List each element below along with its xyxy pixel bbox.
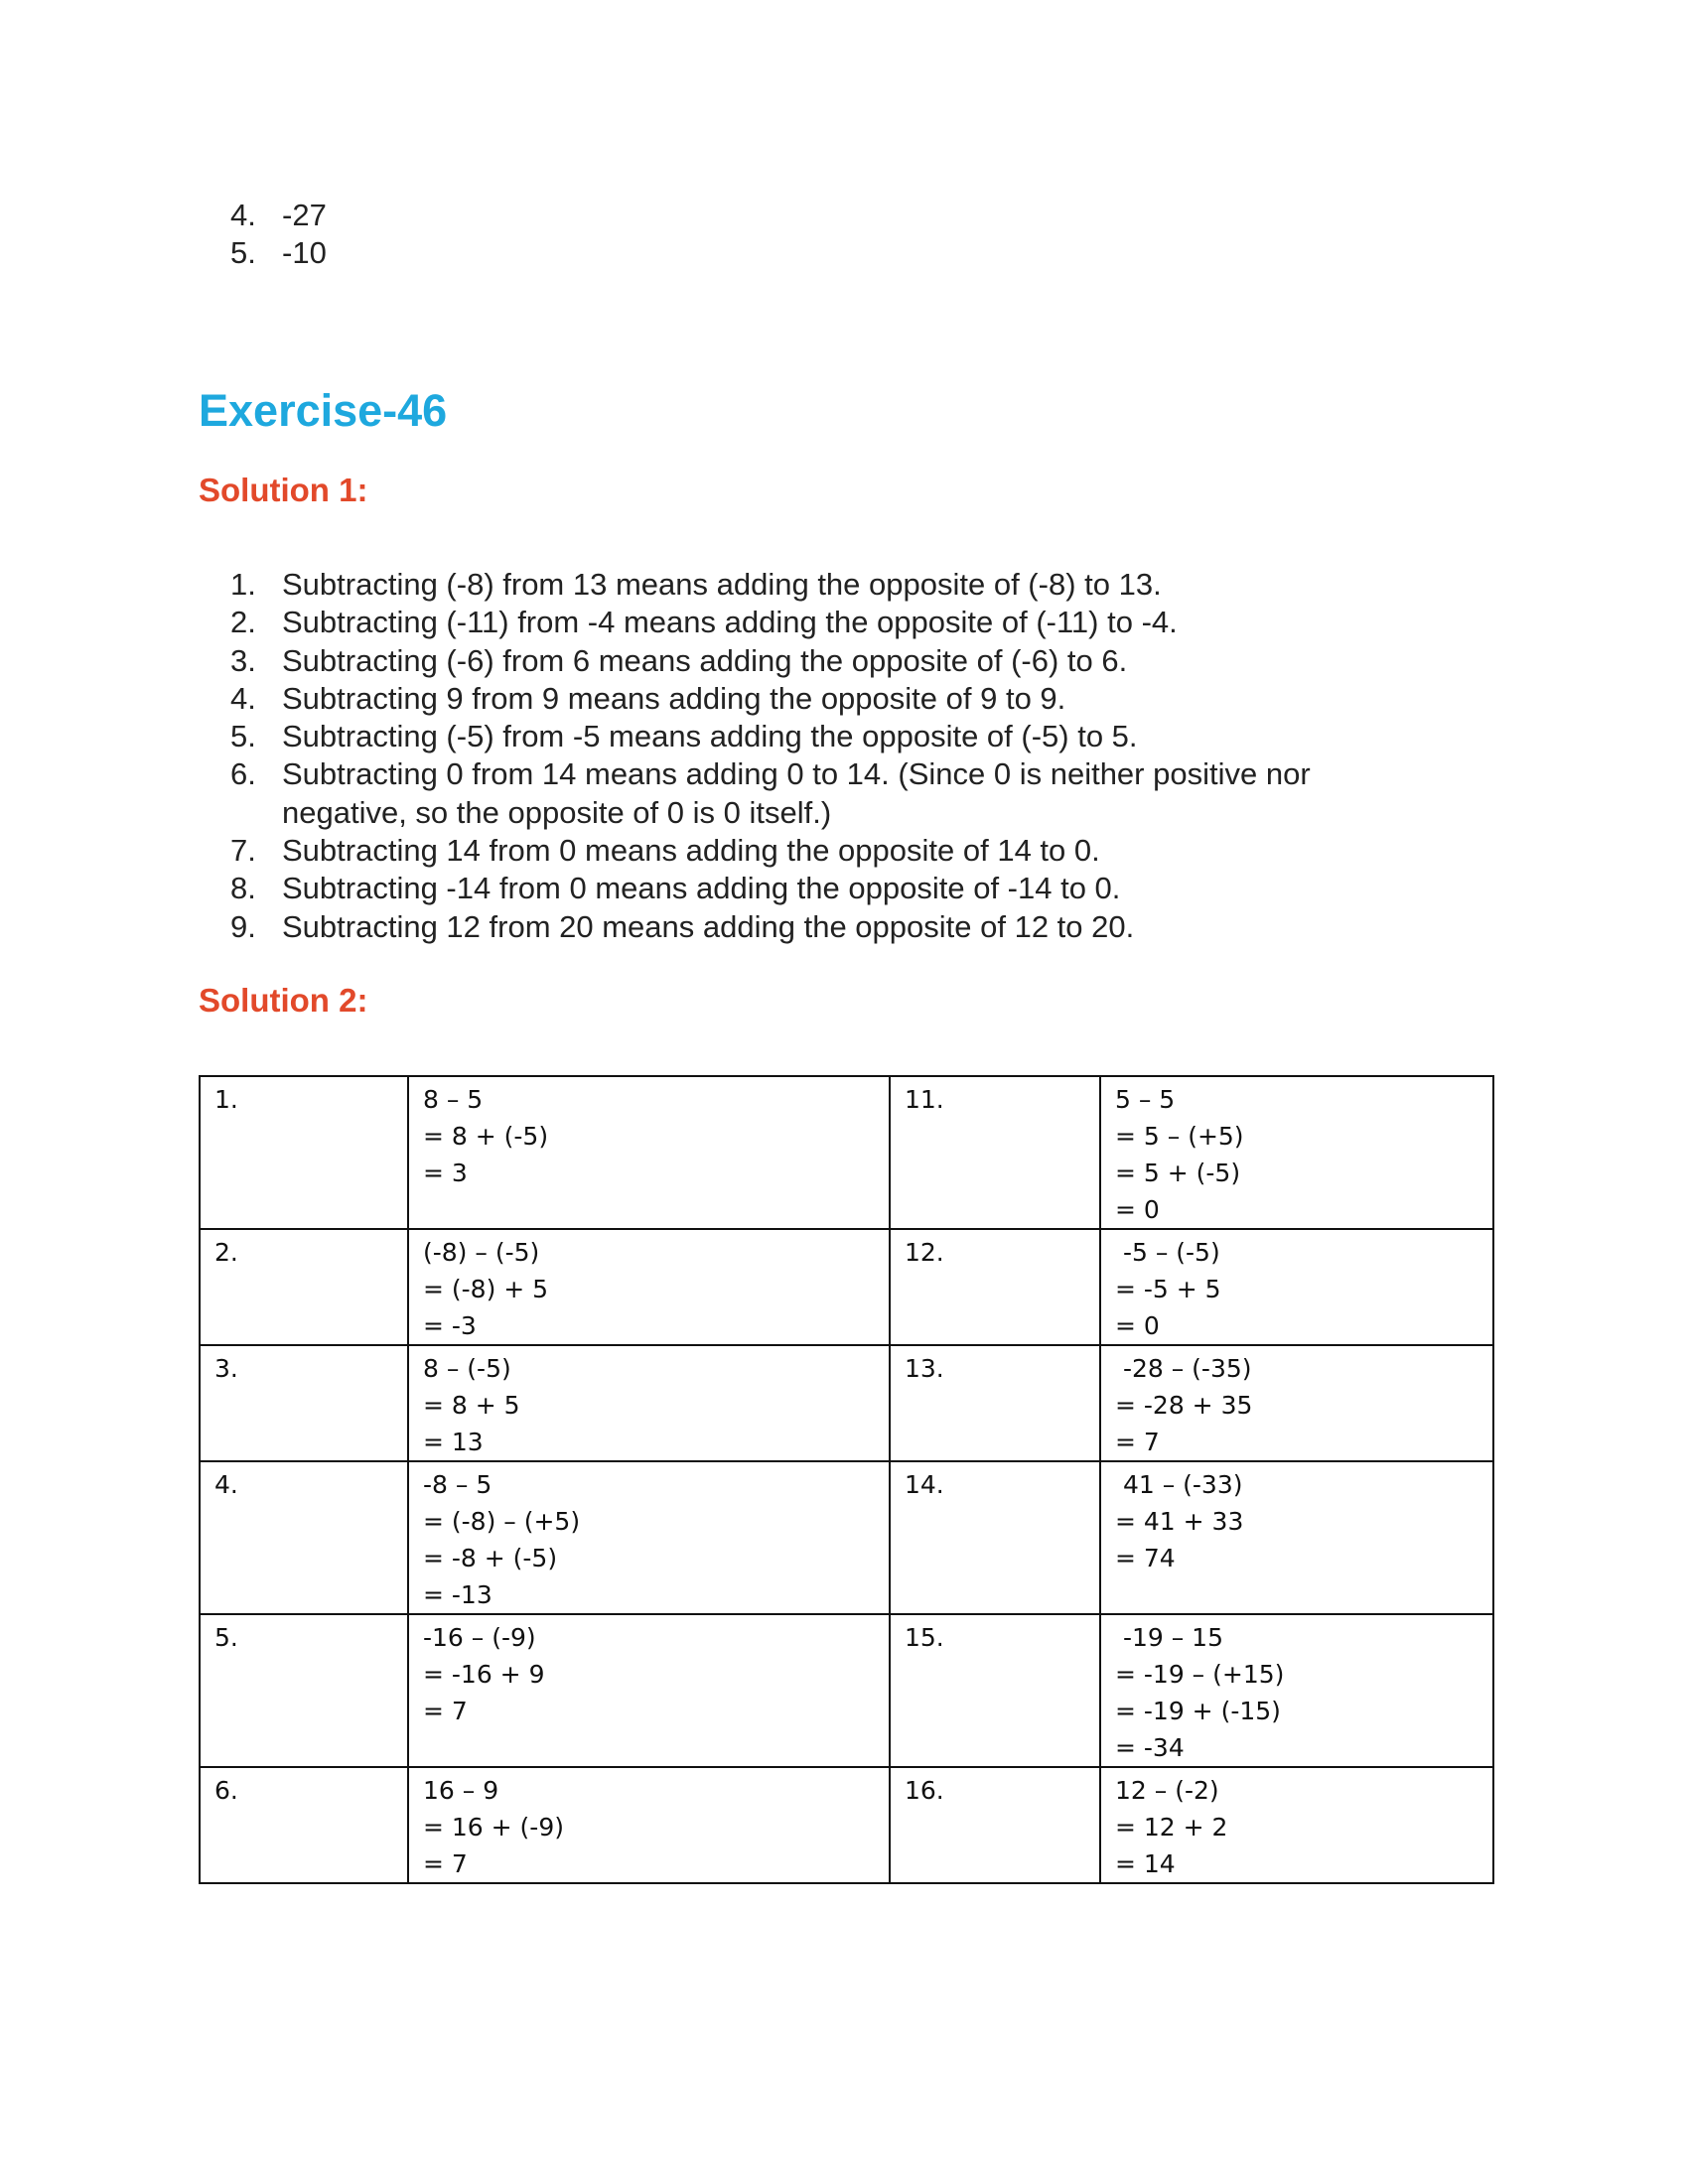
working-step: = 5 + (-5) (1115, 1159, 1241, 1187)
item-number: 3. (230, 642, 256, 678)
table-row (200, 1461, 1493, 1614)
working-cell (1100, 1614, 1493, 1767)
working-step: = 14 (1115, 1849, 1176, 1878)
working-step: = -19 – (+15) (1115, 1660, 1285, 1689)
list-item (230, 718, 1422, 755)
working-step: 8 – 5 (423, 1085, 484, 1114)
problem-number-cell: 1. (200, 1076, 408, 1229)
working-step: = -19 + (-15) (1115, 1697, 1281, 1725)
item-number: 1. (230, 567, 256, 602)
working-step: = -5 + 5 (1115, 1275, 1221, 1303)
list-item (230, 680, 1422, 718)
item-text: Subtracting 12 from 20 means adding the opposite of 12 to 20. (282, 908, 1135, 944)
working-cell (408, 1461, 890, 1614)
list-item (230, 234, 327, 272)
solution-2-table-body (200, 1076, 1493, 1883)
list-item (230, 832, 1422, 870)
problem-number-cell: 2. (200, 1229, 408, 1345)
working-step: = -16 + 9 (423, 1660, 545, 1689)
list-item (230, 755, 1422, 832)
problem-number-cell: 5. (200, 1614, 408, 1767)
working-cell (408, 1614, 890, 1767)
problem-number-cell: 3. (200, 1345, 408, 1461)
working-step: = (-8) + 5 (423, 1275, 549, 1303)
solution-2-table (199, 1075, 1494, 1884)
working-step: = 0 (1115, 1195, 1160, 1224)
working-cell (1100, 1767, 1493, 1883)
item-number: 2. (230, 605, 256, 640)
solution-1-heading: Solution 1: (199, 472, 368, 508)
list-item (230, 197, 327, 234)
item-text: Subtracting 9 from 9 means adding the opposite of 9 to 9. (282, 680, 1066, 716)
working-step: = 7 (423, 1697, 468, 1725)
working-step: -16 – (-9) (423, 1623, 536, 1652)
working-step: = 7 (1115, 1428, 1160, 1456)
item-text: Subtracting (-11) from -4 means adding the opposite of (-11) to -4. (282, 605, 1178, 640)
solution-2-heading: Solution 2: (199, 982, 368, 1019)
item-text: -27 (282, 198, 327, 232)
item-text: Subtracting -14 from 0 means adding the opposite of -14 to 0. (282, 871, 1121, 906)
working-cell (1100, 1229, 1493, 1345)
list-item (230, 870, 1422, 907)
working-step: = -34 (1115, 1733, 1185, 1762)
working-step: = (-8) – (+5) (423, 1507, 581, 1536)
table-row (200, 1614, 1493, 1767)
working-step: = 5 – (+5) (1115, 1122, 1244, 1151)
working-cell (408, 1767, 890, 1883)
working-step: 16 – 9 (423, 1776, 499, 1805)
working-step: -19 – 15 (1115, 1623, 1223, 1652)
working-step: = -3 (423, 1311, 477, 1340)
working-step: 8 – (-5) (423, 1354, 511, 1383)
item-text: Subtracting (-8) from 13 means adding the opposite of (-8) to 13. (282, 567, 1162, 602)
item-number: 7. (230, 833, 256, 869)
working-cell (1100, 1461, 1493, 1614)
list-item (230, 908, 1422, 946)
previous-answers-list (230, 197, 327, 272)
working-step: = 8 + 5 (423, 1391, 520, 1420)
working-step: = 8 + (-5) (423, 1122, 549, 1151)
working-step: = -8 + (-5) (423, 1544, 558, 1572)
item-text: Subtracting 0 from 14 means adding 0 to 14. (Since 0 is neither positive nor negative, so the opposite of 0 is 0 itself.) (282, 756, 1311, 830)
item-number: 6. (230, 756, 256, 792)
list-item (230, 642, 1422, 680)
table-row (200, 1229, 1493, 1345)
item-number: 9. (230, 908, 256, 944)
item-number: 8. (230, 871, 256, 906)
list-item (230, 604, 1422, 641)
working-step: = -13 (423, 1580, 492, 1609)
item-text: -10 (282, 235, 327, 270)
item-text: Subtracting (-6) from 6 means adding the opposite of (-6) to 6. (282, 642, 1128, 678)
working-step: = 0 (1115, 1311, 1160, 1340)
working-step: -8 – 5 (423, 1470, 492, 1499)
working-step: = 3 (423, 1159, 468, 1187)
working-cell (408, 1345, 890, 1461)
table-row (200, 1767, 1493, 1883)
working-step: 12 – (-2) (1115, 1776, 1219, 1805)
working-step: -5 – (-5) (1115, 1238, 1220, 1267)
working-step: = 7 (423, 1849, 468, 1878)
problem-number-cell: 16. (890, 1767, 1100, 1883)
item-number: 4. (230, 680, 256, 716)
item-number: 5. (230, 235, 256, 270)
working-step: = 41 + 33 (1115, 1507, 1244, 1536)
item-number: 4. (230, 198, 256, 232)
item-number: 5. (230, 719, 256, 754)
problem-number-cell: 13. (890, 1345, 1100, 1461)
working-step: = 74 (1115, 1544, 1176, 1572)
working-cell (408, 1076, 890, 1229)
problem-number-cell: 4. (200, 1461, 408, 1614)
item-text: Subtracting 14 from 0 means adding the opposite of 14 to 0. (282, 833, 1100, 869)
working-step: (-8) – (-5) (423, 1238, 540, 1267)
problem-number-cell: 14. (890, 1461, 1100, 1614)
working-cell (408, 1229, 890, 1345)
working-cell (1100, 1076, 1493, 1229)
item-text: Subtracting (-5) from -5 means adding the opposite of (-5) to 5. (282, 719, 1138, 754)
list-item (230, 566, 1422, 604)
problem-number-cell: 6. (200, 1767, 408, 1883)
working-step: = 16 + (-9) (423, 1813, 564, 1842)
working-step: 41 – (-33) (1115, 1470, 1243, 1499)
exercise-title: Exercise-46 (199, 385, 448, 436)
table-row (200, 1076, 1493, 1229)
working-step: = -28 + 35 (1115, 1391, 1253, 1420)
solution-1-list (230, 566, 1422, 946)
working-step: = 12 + 2 (1115, 1813, 1228, 1842)
working-step: = 13 (423, 1428, 484, 1456)
problem-number-cell: 11. (890, 1076, 1100, 1229)
table-row (200, 1345, 1493, 1461)
problem-number-cell: 15. (890, 1614, 1100, 1767)
problem-number-cell: 12. (890, 1229, 1100, 1345)
working-step: -28 – (-35) (1115, 1354, 1252, 1383)
working-cell (1100, 1345, 1493, 1461)
working-step: 5 – 5 (1115, 1085, 1176, 1114)
